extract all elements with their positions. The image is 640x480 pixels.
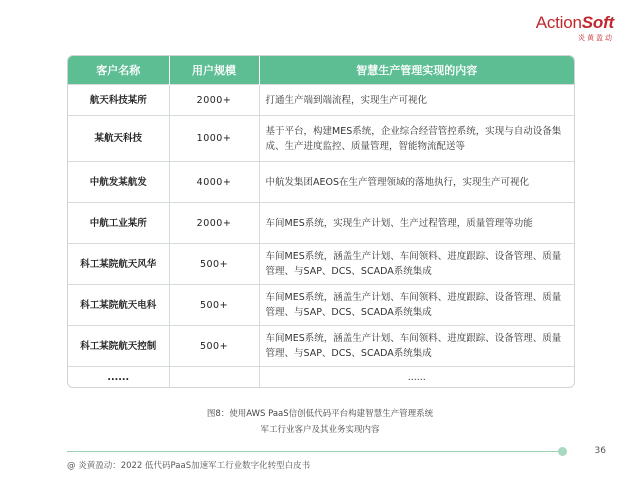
caption-line-2: 军工行业客户及其业务实现内容: [260, 425, 380, 435]
cell-content: ......: [259, 367, 574, 388]
cell-customer-name: 中航工业某所: [68, 203, 169, 244]
header-content: 智慧生产管理实现的内容: [259, 56, 574, 85]
figure-caption: [0, 406, 640, 438]
footer-text: @ 炎黄盈动：2022 低代码PaaS加速军工行业数字化转型白皮书: [67, 461, 311, 471]
cell-user-scale: 4000+: [169, 162, 259, 203]
actionsoft-logo: [536, 14, 614, 43]
cell-customer-name: ......: [68, 367, 169, 388]
cell-content: 中航发集团AEOS在生产管理领域的落地执行，实现生产可视化: [259, 162, 574, 203]
cell-user-scale: 2000+: [169, 85, 259, 116]
cell-customer-name: 科工某院航天电科: [68, 285, 169, 326]
table-row: [68, 203, 574, 244]
cell-content: 打通生产端到端流程，实现生产可视化: [259, 85, 574, 116]
cell-content: 车间MES系统，涵盖生产计划、车间领料、进度跟踪、设备管理、质量管理、与SAP、DCS、SCADA系统集成: [259, 326, 574, 367]
cell-customer-name: 科工某院航天风华: [68, 244, 169, 285]
cell-user-scale: [169, 367, 259, 388]
page-number: 36: [594, 446, 606, 456]
logo-wordmark: ActionSoft: [535, 13, 614, 32]
header-customer-name: 客户名称: [68, 56, 169, 85]
table-row: [68, 162, 574, 203]
cell-user-scale: 1000+: [169, 116, 259, 162]
cell-customer-name: 航天科技某所: [68, 85, 169, 116]
table-row: [68, 285, 574, 326]
customer-table: [67, 55, 575, 388]
cell-customer-name: 某航天科技: [68, 116, 169, 162]
cell-content: 车间MES系统，实现生产计划、生产过程管理，质量管理等功能: [259, 203, 574, 244]
cell-content: 车间MES系统，涵盖生产计划、车间领料、进度跟踪、设备管理、质量管理、与SAP、DCS、SCADA系统集成: [259, 285, 574, 326]
cell-user-scale: 500+: [169, 326, 259, 367]
logo-subtitle: 炎黄盈动: [578, 34, 614, 42]
table-row: [68, 326, 574, 367]
table-row: [68, 244, 574, 285]
table-row: [68, 85, 574, 116]
cell-content: 基于平台，构建MES系统，企业综合经营管控系统，实现与自动设备集成、生产进度监控、质量管理，智能物流配送等: [259, 116, 574, 162]
cell-customer-name: 科工某院航天控制: [68, 326, 169, 367]
table-header-row: [68, 56, 574, 85]
cell-user-scale: 500+: [169, 285, 259, 326]
table-row: [68, 116, 574, 162]
cell-user-scale: 2000+: [169, 203, 259, 244]
footer-dot-icon: [558, 447, 567, 456]
cell-content: 车间MES系统，涵盖生产计划、车间领料、进度跟踪、设备管理、质量管理、与SAP、DCS、SCADA系统集成: [259, 244, 574, 285]
cell-user-scale: 500+: [169, 244, 259, 285]
cell-customer-name: 中航发某航发: [68, 162, 169, 203]
header-user-scale: 用户规模: [169, 56, 259, 85]
table-row: [68, 367, 574, 388]
caption-line-1: 图8：使用AWS PaaS信创低代码平台构建智慧生产管理系统: [206, 409, 434, 419]
footer-divider: [67, 451, 563, 452]
